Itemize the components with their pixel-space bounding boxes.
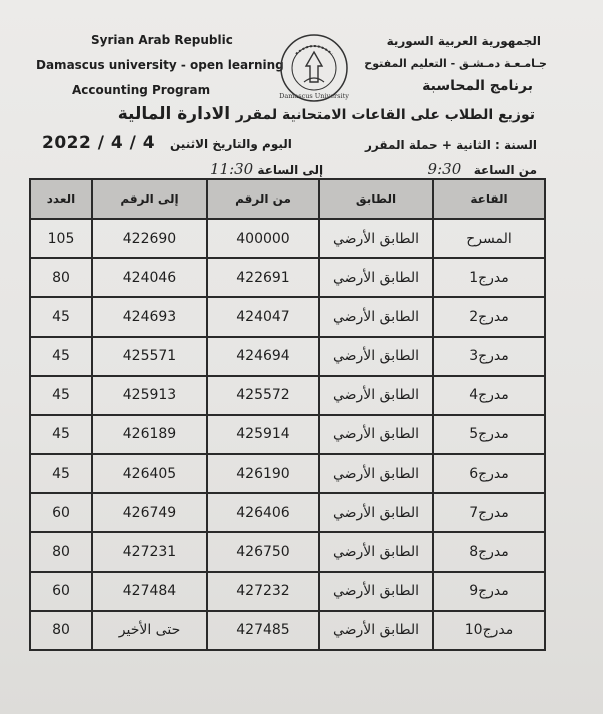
subject-name: الادارة المالية [117, 104, 231, 124]
cell-to-number: 425913 [92, 376, 207, 415]
cell-floor: الطابق الأرضي [319, 219, 433, 258]
cell-count: 105 [30, 219, 92, 258]
header-en-line2: Damascus university - open learning [36, 58, 284, 72]
time-from-label: من الساعة [473, 163, 537, 177]
cell-from-number: 422691 [207, 258, 319, 297]
cell-count: 80 [30, 258, 92, 297]
exam-date: 2022 / 4 / 4 [42, 133, 156, 153]
table-row [30, 376, 545, 415]
table-row [30, 219, 545, 258]
table-row [30, 337, 545, 376]
cell-count: 45 [30, 415, 92, 454]
cell-from-number: 424047 [207, 297, 319, 336]
cell-hall: مدرج1 [433, 258, 545, 297]
header-ar-line1: الجمهورية العربية السورية [386, 34, 541, 48]
table-row [30, 258, 545, 297]
table-row [30, 532, 545, 571]
table-row [30, 415, 545, 454]
cell-hall: مدرج5 [433, 415, 545, 454]
cell-hall: مدرج9 [433, 572, 545, 611]
header-en-line1: Syrian Arab Republic [91, 33, 233, 47]
cell-floor: الطابق الأرضي [319, 376, 433, 415]
table-row [30, 493, 545, 532]
table-body [30, 219, 545, 650]
cell-floor: الطابق الأرضي [319, 258, 433, 297]
cell-floor: الطابق الأرضي [319, 454, 433, 493]
cell-to-number: 427484 [92, 572, 207, 611]
time-from [428, 160, 537, 178]
cell-count: 45 [30, 376, 92, 415]
year-line [365, 138, 537, 152]
cell-hall: المسرح [433, 219, 545, 258]
table-row [30, 572, 545, 611]
cell-hall: مدرج3 [433, 337, 545, 376]
day-label: اليوم والتاريخ الاثنين [170, 137, 292, 151]
header-en-line3: Accounting Program [72, 83, 211, 97]
time-to [210, 160, 323, 178]
cell-count: 60 [30, 572, 92, 611]
cell-from-number: 426406 [207, 493, 319, 532]
cell-hall: مدرج4 [433, 376, 545, 415]
cell-floor: الطابق الأرضي [319, 415, 433, 454]
cell-to-number: 425571 [92, 337, 207, 376]
header-ar-line3: برنامج المحاسبة [422, 78, 533, 94]
cell-from-number: 425914 [207, 415, 319, 454]
table-row [30, 454, 545, 493]
time-from-value: 9:30 [427, 160, 462, 178]
cell-to-number: 422690 [92, 219, 207, 258]
cell-to-number: حتى الأخير [92, 611, 207, 650]
header-ar-line2: جـامـعـة دمـشـق - التعليم المفتوح [364, 57, 547, 70]
cell-to-number: 424046 [92, 258, 207, 297]
header-floor: الطابق [319, 179, 433, 219]
cell-count: 80 [30, 611, 92, 650]
hall-distribution-table [29, 178, 546, 651]
cell-to-number: 427231 [92, 532, 207, 571]
cell-to-number: 426749 [92, 493, 207, 532]
time-to-label: إلى الساعة [257, 163, 324, 177]
time-to-value: 11:30 [210, 160, 254, 178]
year-label: السنة : [495, 138, 537, 152]
cell-from-number: 426750 [207, 532, 319, 571]
header-from-number: من الرقم [207, 179, 319, 219]
cell-hall: مدرج2 [433, 297, 545, 336]
cell-hall: مدرج7 [433, 493, 545, 532]
header-count: العدد [30, 179, 92, 219]
cell-hall: مدرج8 [433, 532, 545, 571]
cell-from-number: 427232 [207, 572, 319, 611]
cell-floor: الطابق الأرضي [319, 572, 433, 611]
cell-count: 80 [30, 532, 92, 571]
cell-count: 45 [30, 337, 92, 376]
table-row [30, 297, 545, 336]
cell-floor: الطابق الأرضي [319, 337, 433, 376]
cell-from-number: 425572 [207, 376, 319, 415]
cell-hall: مدرج10 [433, 611, 545, 650]
year-value: الثانية + حملة المقرر [364, 138, 491, 152]
cell-count: 60 [30, 493, 92, 532]
university-seal-icon [278, 32, 350, 104]
header-to-number: إلى الرقم [92, 179, 207, 219]
cell-to-number: 426189 [92, 415, 207, 454]
cell-to-number: 424693 [92, 297, 207, 336]
cell-count: 45 [30, 454, 92, 493]
cell-from-number: 424694 [207, 337, 319, 376]
table-header-row [30, 179, 545, 219]
cell-from-number: 400000 [207, 219, 319, 258]
cell-from-number: 426190 [207, 454, 319, 493]
exam-title [118, 104, 535, 124]
table-row [30, 611, 545, 650]
cell-from-number: 427485 [207, 611, 319, 650]
seal-caption: Damascus University [279, 92, 349, 100]
cell-floor: الطابق الأرضي [319, 611, 433, 650]
cell-to-number: 426405 [92, 454, 207, 493]
title-text: توزيع الطلاب على القاعات الامتحانية لمقرر [235, 107, 535, 123]
cell-floor: الطابق الأرضي [319, 297, 433, 336]
header-hall: القاعة [433, 179, 545, 219]
cell-hall: مدرج6 [433, 454, 545, 493]
cell-floor: الطابق الأرضي [319, 532, 433, 571]
cell-floor: الطابق الأرضي [319, 493, 433, 532]
cell-count: 45 [30, 297, 92, 336]
